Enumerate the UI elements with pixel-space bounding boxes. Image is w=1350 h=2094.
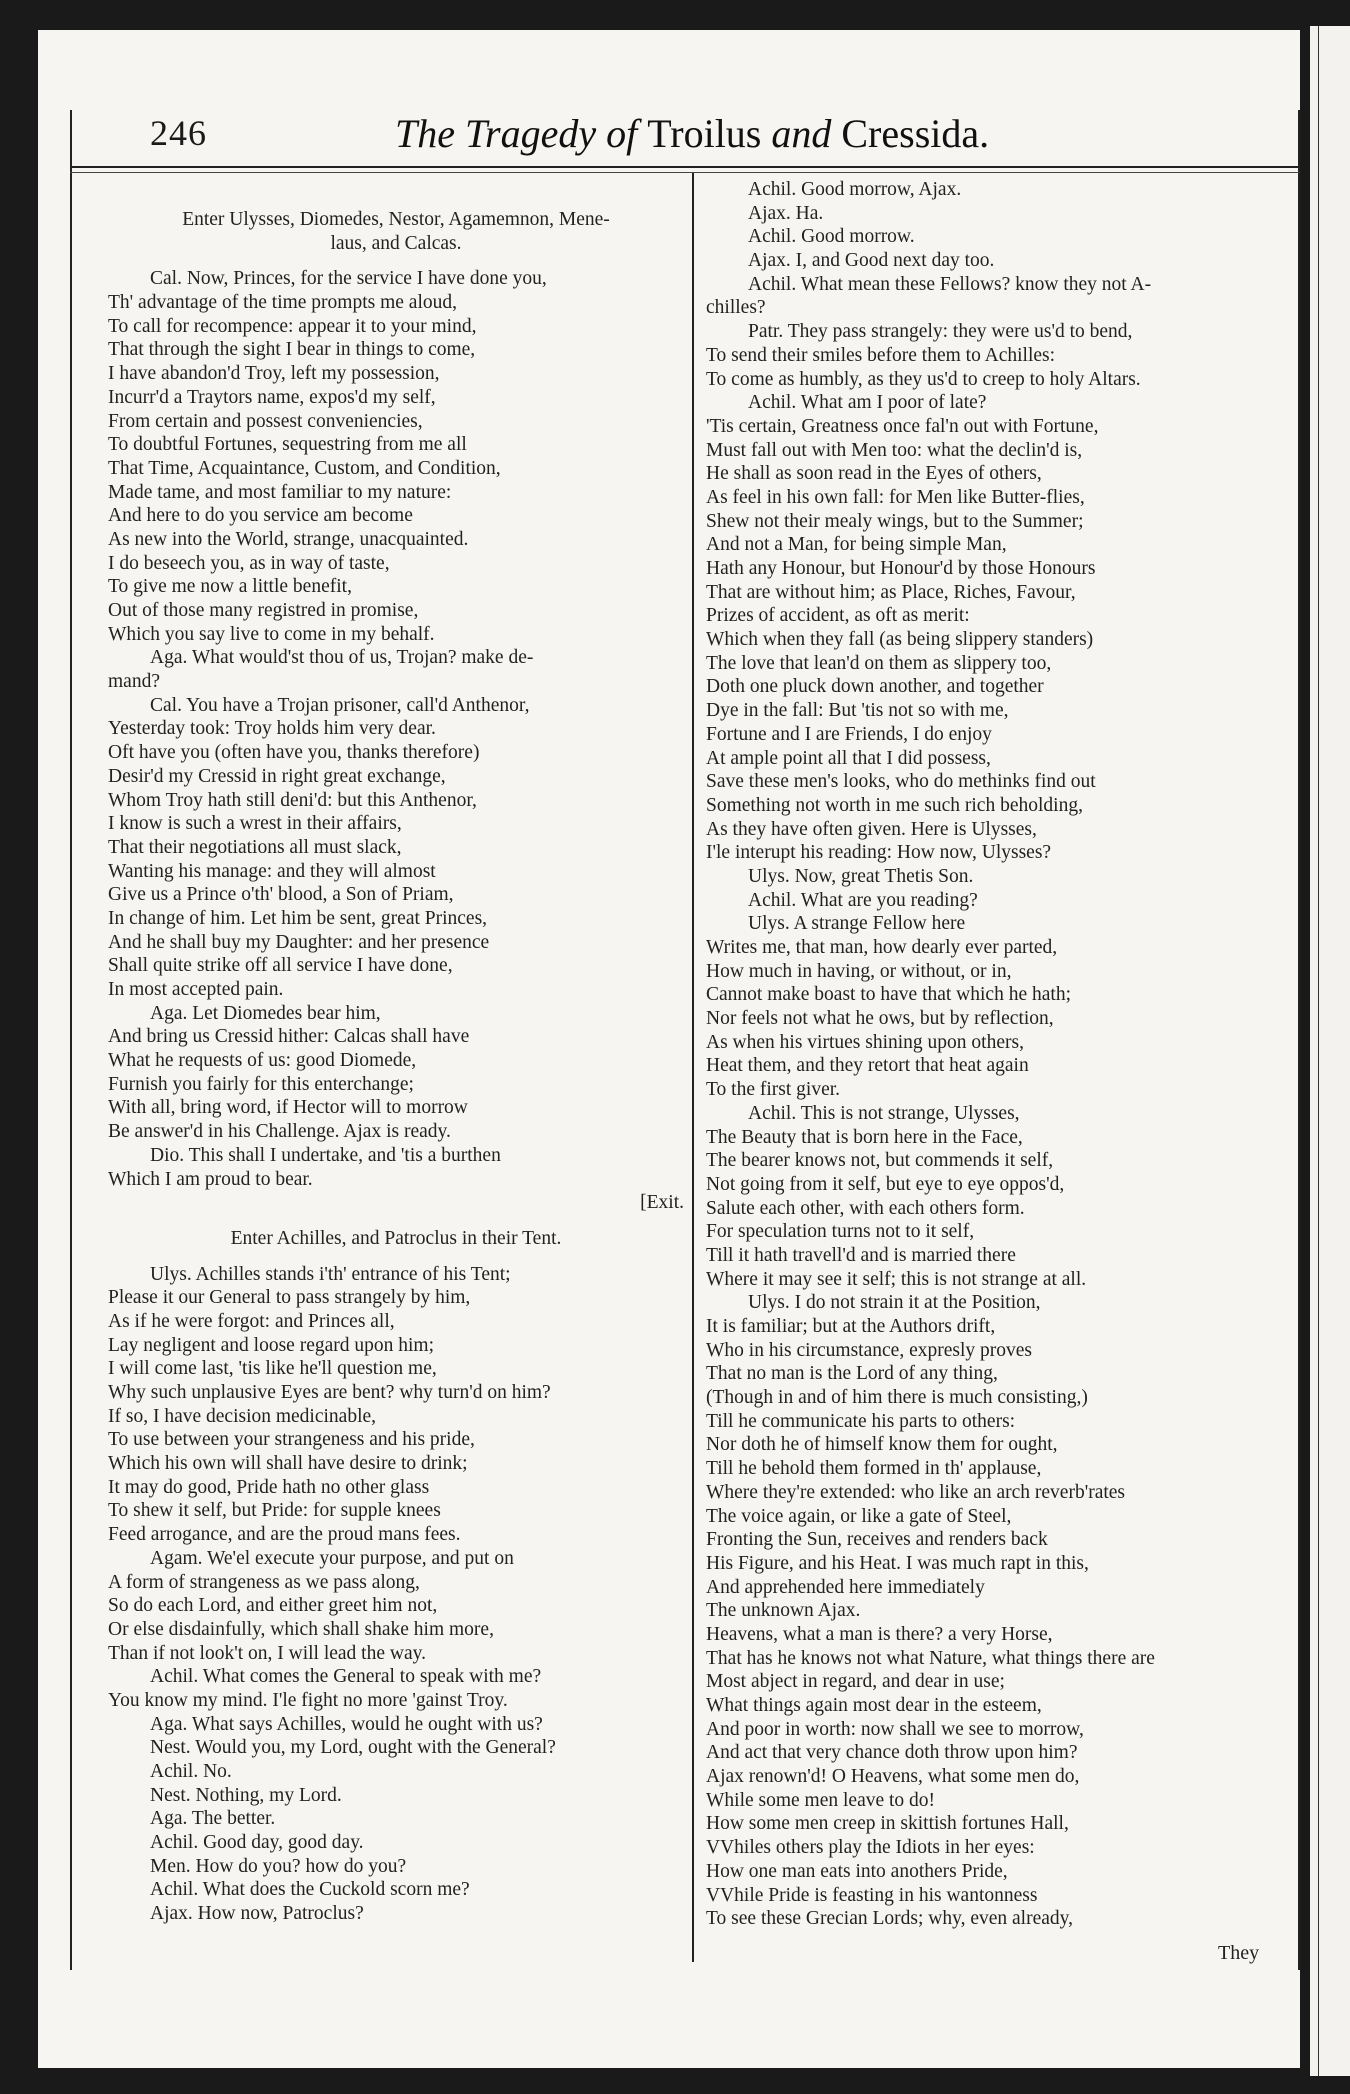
- stage-direction: Enter Ulysses, Diomedes, Nestor, Agamemnon, Mene-: [182, 209, 610, 230]
- verse-line: To use between your strangeness and his pride,: [108, 1429, 475, 1451]
- verse-line: What things again most dear in the esteem,: [706, 1695, 1042, 1716]
- verse-line: Cal. You have a Trojan prisoner, call'd Anthenor,: [150, 694, 530, 716]
- verse-line: And not a Man, for being simple Man,: [706, 534, 1007, 556]
- verse-line: Patr. They pass strangely: they were us'd to bend,: [748, 321, 1133, 343]
- left-column: [108, 208, 684, 1926]
- title-name-2: Cressida: [841, 111, 980, 156]
- verse-line: That has he knows not what Nature, what things there are: [706, 1647, 1155, 1669]
- verse-line: Heat them, and they retort that heat again: [706, 1055, 1029, 1077]
- verse-line: Dye in the fall: But 'tis not so with me,: [706, 700, 1009, 722]
- verse-line: Made tame, and most familiar to my nature:: [108, 481, 452, 503]
- verse-line: Feed arrogance, and are the proud mans fees.: [108, 1524, 461, 1546]
- verse-line: Shall quite strike off all service I have done,: [108, 955, 453, 977]
- title-pre: The Tragedy of: [395, 111, 648, 156]
- running-title: [395, 110, 989, 157]
- verse-line: It may do good, Pride hath no other glass: [108, 1476, 430, 1498]
- frame-rule-right: [1298, 110, 1300, 1970]
- verse-line: Than if not look't on, I will lead the way.: [108, 1642, 426, 1664]
- verse-line: To give me now a little benefit,: [108, 576, 352, 598]
- verse-line: It is familiar; but at the Authors drift,: [706, 1316, 996, 1337]
- verse-line: As new into the World, strange, unacquainted.: [108, 528, 469, 550]
- verse-line: He shall as soon read in the Eyes of others,: [706, 463, 1042, 485]
- stage-direction-2: Enter Achilles, and Patroclus in their Tent.: [230, 1227, 562, 1249]
- verse-line: The Beauty that is born here in the Face,: [706, 1126, 1023, 1148]
- verse-line: Hath any Honour, but Honour'd by those Honours: [706, 558, 1096, 579]
- verse-line: Ajax. How now, Patroclus?: [150, 1903, 364, 1925]
- verse-line: Heavens, what a man is there? a very Horse,: [706, 1623, 1053, 1645]
- verse-line: Achil. What are you reading?: [748, 889, 978, 911]
- stage-direction-cont: laus, and Calcas.: [330, 232, 462, 254]
- verse-line: To the first giver.: [706, 1079, 841, 1101]
- verse-line: And poor in worth: now shall we see to morrow,: [706, 1718, 1084, 1740]
- verse-line: Nor feels not what he ows, but by reflection,: [706, 1008, 1054, 1030]
- verse-line: That Time, Acquaintance, Custom, and Condition,: [108, 457, 501, 479]
- verse-line: While some men leave to do!: [706, 1789, 936, 1811]
- verse-line: Fronting the Sun, receives and renders back: [706, 1529, 1048, 1551]
- verse-line: That are without him; as Place, Riches, Favour,: [706, 581, 1076, 603]
- verse-line: Desir'd my Cressid in right great exchange,: [108, 765, 446, 787]
- verse-line: Ajax. Ha.: [748, 202, 824, 224]
- verse-line: Achil. Good day, good day.: [150, 1832, 364, 1854]
- verse-line: And he shall buy my Daughter: and her presence: [108, 931, 490, 953]
- verse-line: Something not worth in me such rich beholding,: [706, 794, 1083, 816]
- verse-line: Till he communicate his parts to others:: [706, 1410, 1016, 1432]
- verse-line: Be answer'd in his Challenge. Ajax is ready.: [108, 1121, 451, 1143]
- verse-line: Shew not their mealy wings, but to the Summer;: [706, 510, 1084, 532]
- verse-line: Wanting his manage: and they will almost: [108, 860, 436, 882]
- verse-line: For speculation turns not to it self,: [706, 1221, 975, 1243]
- verse-line: Ajax renown'd! O Heavens, what some men do,: [706, 1766, 1080, 1788]
- verse-line: Dio. This shall I undertake, and 'tis a burthen: [150, 1144, 501, 1166]
- verse-line: Agam. We'el execute your purpose, and put on: [150, 1547, 514, 1569]
- verse-line: Achil. This is not strange, Ulysses,: [748, 1102, 1020, 1124]
- verse-line: Who in his circumstance, expresly proves: [706, 1339, 1032, 1361]
- verse-line: You know my mind. I'le fight no more 'gainst Troy.: [108, 1689, 508, 1711]
- verse-line: Incurr'd a Traytors name, expos'd my self,: [108, 386, 436, 408]
- verse-line: Which when they fall (as being slippery standers): [706, 629, 1094, 651]
- verse-line: The love that lean'd on them as slippery too,: [706, 652, 1052, 674]
- title-name-1: Troilus: [647, 111, 762, 156]
- verse-line: Achil. What mean these Fellows? know they not A-: [748, 273, 1152, 295]
- verse-line: To send their smiles before them to Achilles:: [706, 344, 1056, 366]
- verse-line: That their negotiations all must slack,: [108, 836, 402, 858]
- verse-line: Prizes of accident, as oft as merit:: [706, 605, 970, 627]
- verse-line: At ample point all that I did possess,: [706, 747, 991, 769]
- verse-line: Why such unplausive Eyes are bent? why turn'd on him?: [108, 1382, 551, 1403]
- verse-line: The unknown Ajax.: [706, 1600, 861, 1622]
- verse-line: To call for recompence: appear it to your mind,: [108, 315, 477, 337]
- verse-line: Aga. The better.: [150, 1808, 276, 1830]
- verse-line: How some men creep in skittish fortunes Hall,: [706, 1813, 1069, 1835]
- header-rule: [70, 166, 1300, 168]
- verse-line: Where it may see it self; this is not strange at all.: [706, 1268, 1087, 1290]
- verse-block-2: [108, 1263, 684, 1926]
- verse-line: Nest. Would you, my Lord, ought with the General?: [150, 1737, 556, 1759]
- header-rule-thin: [70, 172, 1300, 173]
- verse-line: Which you say live to come in my behalf.: [108, 623, 435, 645]
- column-rule: [692, 172, 694, 1962]
- verse-line: (Though in and of him there is much consisting,): [706, 1387, 1088, 1409]
- verse-block-right: [706, 178, 1298, 1931]
- verse-line: Lay negligent and loose regard upon him;: [108, 1334, 434, 1356]
- verse-line: To doubtful Fortunes, sequestring from me all: [108, 434, 467, 456]
- verse-line: Men. How do you? how do you?: [150, 1855, 407, 1877]
- verse-line: Must fall out with Men too: what the declin'd is,: [706, 439, 1083, 461]
- frame-rule-left: [70, 110, 72, 1970]
- verse-line: Give us a Prince o'th' blood, a Son of Priam,: [108, 884, 454, 906]
- verse-line: In most accepted pain.: [108, 979, 284, 1000]
- verse-line: As when his virtues shining upon others,: [706, 1031, 1024, 1053]
- verse-line: Aga. What says Achilles, would he ought with us?: [150, 1713, 543, 1735]
- verse-block-1: [108, 267, 684, 1191]
- verse-line: Furnish you fairly for this enterchange;: [108, 1073, 414, 1095]
- verse-line: Or else disdainfully, which shall shake him more,: [108, 1618, 494, 1640]
- facing-page-edge: [1310, 26, 1350, 2076]
- verse-line: Till it hath travell'd and is married there: [706, 1244, 1016, 1266]
- verse-line: Ulys. A strange Fellow here: [748, 913, 966, 935]
- verse-line: Ajax. I, and Good next day too.: [748, 250, 995, 272]
- verse-line: And here to do you service am become: [108, 505, 413, 527]
- verse-line: Whom Troy hath still deni'd: but this Anthenor,: [108, 789, 477, 811]
- verse-line: His Figure, and his Heat. I was much rapt in this,: [706, 1552, 1089, 1574]
- verse-line: Cal. Now, Princes, for the service I have done you,: [150, 268, 547, 290]
- exit-line: [108, 1191, 684, 1215]
- verse-line: Aga. What would'st thou of us, Trojan? make de-: [150, 647, 534, 669]
- verse-line: Please it our General to pass strangely by him,: [108, 1287, 471, 1309]
- verse-line: As if he were forgot: and Princes all,: [108, 1310, 395, 1332]
- verse-line: I have abandon'd Troy, left my possession,: [108, 363, 440, 385]
- verse-line: Salute each other, with each others form.: [706, 1197, 1025, 1219]
- verse-line: If so, I have decision medicinable,: [108, 1405, 377, 1427]
- verse-line: A form of strangeness as we pass along,: [108, 1571, 420, 1593]
- verse-line: Ulys. Achilles stands i'th' entrance of his Tent;: [150, 1263, 511, 1285]
- verse-line: Not going from it self, but eye to eye oppos'd,: [706, 1173, 1065, 1195]
- verse-line: Doth one pluck down another, and together: [706, 676, 1044, 698]
- verse-line: How much in having, or without, or in,: [706, 960, 1012, 982]
- verse-line: Writes me, that man, how dearly ever parted,: [706, 937, 1058, 958]
- verse-line: Achil. Good morrow.: [748, 226, 915, 248]
- verse-line: Ulys. Now, great Thetis Son.: [748, 865, 974, 887]
- verse-line: chilles?: [706, 297, 766, 319]
- verse-line: I know is such a wrest in their affairs,: [108, 813, 402, 835]
- verse-line: mand?: [108, 671, 160, 693]
- verse-line: Yesterday took: Troy holds him very dear.: [108, 718, 436, 740]
- verse-line: Fortune and I are Friends, I do enjoy: [706, 723, 992, 745]
- verse-line: As feel in his own fall: for Men like Butter-flies,: [706, 486, 1085, 508]
- verse-line: And apprehended here immediately: [706, 1576, 985, 1598]
- verse-line: Out of those many registred in promise,: [108, 600, 419, 621]
- verse-line: And act that very chance doth throw upon him?: [706, 1742, 1078, 1764]
- verse-line: Achil. What am I poor of late?: [748, 392, 987, 414]
- verse-line: That through the sight I bear in things to come,: [108, 339, 476, 361]
- verse-line: Save these men's looks, who do methinks find out: [706, 771, 1096, 793]
- page-number: 246: [150, 113, 207, 153]
- verse-line: How one man eats into anothers Pride,: [706, 1860, 1008, 1882]
- verse-line: Th' advantage of the time prompts me aloud,: [108, 292, 458, 314]
- title-end: .: [979, 111, 990, 156]
- verse-line: VVhile Pride is feasting in his wantonness: [706, 1884, 1038, 1906]
- verse-line: From certain and possest conveniencies,: [108, 410, 423, 432]
- verse-line: To shew it self, but Pride: for supple knees: [108, 1500, 441, 1522]
- verse-line: Where they're extended: who like an arch reverb'rates: [706, 1481, 1126, 1503]
- verse-line: Achil. Good morrow, Ajax.: [748, 179, 962, 200]
- verse-line: To see these Grecian Lords; why, even already,: [706, 1908, 1073, 1930]
- verse-line: Oft have you (often have you, thanks therefore): [108, 742, 480, 764]
- verse-line: With all, bring word, if Hector will to morrow: [108, 1097, 468, 1119]
- verse-line: Aga. Let Diomedes bear him,: [150, 1002, 381, 1024]
- verse-line: Nor doth he of himself know them for ought,: [706, 1434, 1058, 1456]
- verse-line: I'le interupt his reading: How now, Ulysses?: [706, 842, 1052, 864]
- verse-line: So do each Lord, and either greet him not,: [108, 1595, 438, 1617]
- verse-line: Till he behold them formed in th' applause,: [706, 1458, 1042, 1480]
- verse-line: As they have often given. Here is Ulysses,: [706, 818, 1037, 840]
- verse-line: Most abject in regard, and dear in use;: [706, 1671, 1005, 1693]
- verse-line: Achil. No.: [150, 1761, 232, 1782]
- verse-line: In change of him. Let him be sent, great Princes,: [108, 907, 488, 929]
- verse-line: Ulys. I do not strain it at the Position,: [748, 1292, 1041, 1314]
- catchword: They: [1218, 1942, 1260, 1964]
- verse-line: Achil. What does the Cuckold scorn me?: [150, 1879, 470, 1901]
- exit-direction: [Exit.: [640, 1192, 684, 1214]
- verse-line: That no man is the Lord of any thing,: [706, 1363, 998, 1385]
- verse-line: And bring us Cressid hither: Calcas shall have: [108, 1026, 470, 1048]
- verse-line: The bearer knows not, but commends it self,: [706, 1150, 1054, 1172]
- verse-line: Which I am proud to bear.: [108, 1168, 313, 1190]
- verse-line: Nest. Nothing, my Lord.: [150, 1784, 342, 1806]
- verse-line: I do beseech you, as in way of taste,: [108, 552, 390, 574]
- verse-line: VVhiles others play the Idiots in her eyes:: [706, 1837, 1035, 1859]
- title-and: and: [761, 111, 842, 156]
- right-column: [706, 178, 1298, 1931]
- verse-line: What he requests of us: good Diomede,: [108, 1050, 417, 1072]
- verse-line: Achil. What comes the General to speak with me?: [150, 1666, 542, 1688]
- verse-line: 'Tis certain, Greatness once fal'n out with Fortune,: [706, 415, 1099, 437]
- verse-line: The voice again, or like a gate of Steel,: [706, 1505, 1012, 1527]
- verse-line: To come as humbly, as they us'd to creep to holy Altars.: [706, 368, 1141, 390]
- verse-line: Cannot make boast to have that which he hath;: [706, 984, 1071, 1006]
- verse-line: I will come last, 'tis like he'll question me,: [108, 1358, 437, 1380]
- verse-line: Which his own will shall have desire to drink;: [108, 1453, 468, 1475]
